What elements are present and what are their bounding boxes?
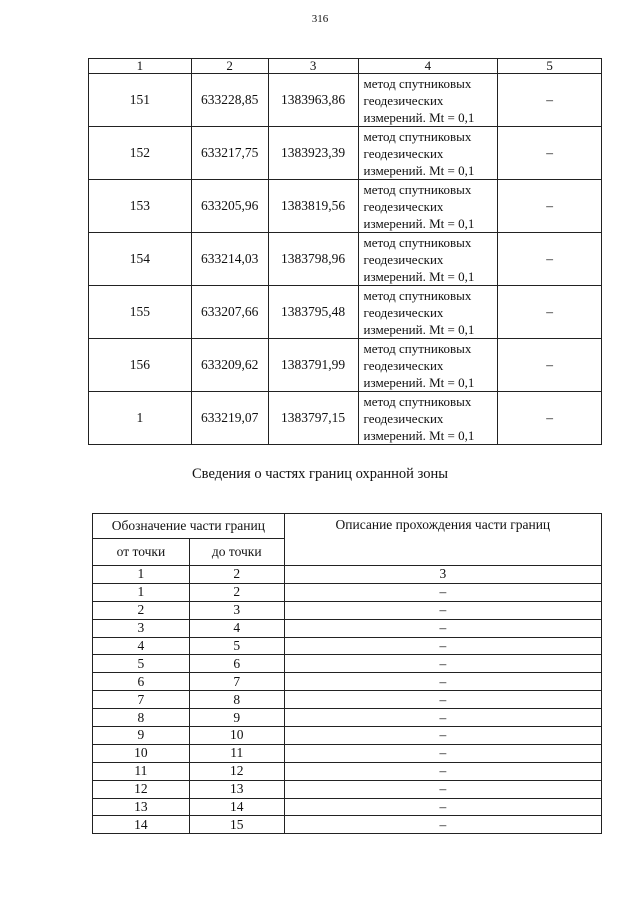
from-point-cell: 5 — [93, 655, 190, 673]
method-line: метод спутниковых — [363, 340, 472, 356]
y-coordinate-cell: 1383798,96 — [268, 233, 358, 286]
description-cell: – — [284, 673, 601, 691]
point-number-cell: 151 — [89, 74, 192, 127]
description-cell: – — [284, 816, 601, 834]
from-point-cell: 4 — [93, 637, 190, 655]
description-cell: – — [284, 655, 601, 673]
table-row — [93, 744, 602, 762]
table-row — [93, 780, 602, 798]
method-line: геодезических — [363, 304, 444, 320]
column-header-5: 5 — [498, 59, 602, 74]
x-coordinate-cell: 633219,07 — [191, 392, 268, 445]
point-number-cell: 155 — [89, 286, 192, 339]
table-row — [93, 691, 602, 709]
description-cell: – — [284, 691, 601, 709]
method-cell — [358, 180, 498, 233]
method-line: геодезических — [363, 92, 444, 108]
table-row — [89, 233, 602, 286]
from-point-cell: 1 — [93, 583, 190, 601]
to-point-cell: 13 — [189, 780, 284, 798]
method-line: метод спутниковых — [363, 75, 472, 91]
from-point-cell: 6 — [93, 673, 190, 691]
column-header-1: 1 — [89, 59, 192, 74]
number-cell-1: 1 — [93, 566, 190, 584]
description-cell: – — [284, 762, 601, 780]
method-line: измерений. Mt = 0,1 — [363, 215, 475, 231]
from-point-cell: 11 — [93, 762, 190, 780]
to-point-cell: 8 — [189, 691, 284, 709]
description-cell: – — [284, 637, 601, 655]
method-line: метод спутниковых — [363, 393, 472, 409]
x-coordinate-cell: 633205,96 — [191, 180, 268, 233]
note-cell: – — [498, 74, 602, 127]
to-point-cell: 10 — [189, 727, 284, 745]
boundary-parts-table — [92, 513, 602, 834]
designation-header: Обозначение части границ — [93, 514, 285, 539]
method-line: измерений. Mt = 0,1 — [363, 427, 475, 443]
from-point-cell: 12 — [93, 780, 190, 798]
table-row — [89, 286, 602, 339]
to-point-cell: 15 — [189, 816, 284, 834]
from-point-cell: 8 — [93, 709, 190, 727]
from-point-cell: 13 — [93, 798, 190, 816]
parts-number-row — [93, 566, 602, 584]
to-point-cell: 2 — [189, 583, 284, 601]
table-row — [93, 655, 602, 673]
description-cell: – — [284, 709, 601, 727]
method-cell — [358, 392, 498, 445]
coordinates-table — [88, 58, 602, 445]
to-point-cell: 12 — [189, 762, 284, 780]
to-point-cell: 4 — [189, 619, 284, 637]
method-cell — [358, 127, 498, 180]
from-point-header: от точки — [93, 539, 190, 566]
method-line: метод спутниковых — [363, 181, 472, 197]
to-point-cell: 9 — [189, 709, 284, 727]
method-line: геодезических — [363, 198, 444, 214]
to-point-cell: 7 — [189, 673, 284, 691]
table-row — [89, 392, 602, 445]
from-point-cell: 7 — [93, 691, 190, 709]
point-number-cell: 1 — [89, 392, 192, 445]
page-number: 316 — [311, 13, 329, 25]
point-number-cell: 156 — [89, 339, 192, 392]
table-row — [93, 816, 602, 834]
method-cell — [358, 74, 498, 127]
table-row — [93, 673, 602, 691]
method-line: геодезических — [363, 357, 444, 373]
to-point-cell: 5 — [189, 637, 284, 655]
to-point-cell: 6 — [189, 655, 284, 673]
description-cell: – — [284, 798, 601, 816]
description-cell: – — [284, 727, 601, 745]
parts-header-row — [93, 514, 602, 539]
description-cell: – — [284, 744, 601, 762]
table-row — [93, 619, 602, 637]
method-cell — [358, 339, 498, 392]
method-cell — [358, 233, 498, 286]
column-header-4: 4 — [358, 59, 498, 74]
description-header: Описание прохождения части границ — [284, 514, 601, 566]
table-row — [93, 798, 602, 816]
column-header-3: 3 — [268, 59, 358, 74]
from-point-cell: 3 — [93, 619, 190, 637]
x-coordinate-cell: 633228,85 — [191, 74, 268, 127]
note-cell: – — [498, 180, 602, 233]
table-row — [93, 601, 602, 619]
table-row — [93, 583, 602, 601]
number-cell-3: 3 — [284, 566, 601, 584]
table-row — [93, 709, 602, 727]
y-coordinate-cell: 1383963,86 — [268, 74, 358, 127]
point-number-cell: 152 — [89, 127, 192, 180]
number-cell-2: 2 — [189, 566, 284, 584]
description-cell: – — [284, 619, 601, 637]
table-row — [89, 127, 602, 180]
table-row — [93, 637, 602, 655]
note-cell: – — [498, 286, 602, 339]
method-line: измерений. Mt = 0,1 — [363, 374, 475, 390]
point-number-cell: 153 — [89, 180, 192, 233]
description-cell: – — [284, 583, 601, 601]
method-line: измерений. Mt = 0,1 — [363, 162, 475, 178]
method-line: измерений. Mt = 0,1 — [363, 268, 475, 284]
from-point-cell: 14 — [93, 816, 190, 834]
from-point-cell: 2 — [93, 601, 190, 619]
method-line: метод спутниковых — [363, 234, 472, 250]
table-row — [89, 180, 602, 233]
x-coordinate-cell: 633217,75 — [191, 127, 268, 180]
table-row — [89, 74, 602, 127]
description-cell: – — [284, 601, 601, 619]
x-coordinate-cell: 633207,66 — [191, 286, 268, 339]
note-cell: – — [498, 127, 602, 180]
point-number-cell: 154 — [89, 233, 192, 286]
to-point-cell: 11 — [189, 744, 284, 762]
table-row — [93, 727, 602, 745]
method-line: измерений. Mt = 0,1 — [363, 321, 475, 337]
y-coordinate-cell: 1383791,99 — [268, 339, 358, 392]
y-coordinate-cell: 1383795,48 — [268, 286, 358, 339]
section-title: Сведения о частях границ охранной зоны — [192, 466, 448, 482]
description-cell: – — [284, 780, 601, 798]
table-row — [93, 762, 602, 780]
y-coordinate-cell: 1383923,39 — [268, 127, 358, 180]
method-cell — [358, 286, 498, 339]
x-coordinate-cell: 633214,03 — [191, 233, 268, 286]
from-point-cell: 10 — [93, 744, 190, 762]
note-cell: – — [498, 392, 602, 445]
table-row — [89, 339, 602, 392]
y-coordinate-cell: 1383819,56 — [268, 180, 358, 233]
note-cell: – — [498, 339, 602, 392]
column-header-2: 2 — [191, 59, 268, 74]
method-line: метод спутниковых — [363, 128, 472, 144]
method-line: измерений. Mt = 0,1 — [363, 109, 475, 125]
from-point-cell: 9 — [93, 727, 190, 745]
to-point-header: до точки — [189, 539, 284, 566]
y-coordinate-cell: 1383797,15 — [268, 392, 358, 445]
note-cell: – — [498, 233, 602, 286]
to-point-cell: 14 — [189, 798, 284, 816]
to-point-cell: 3 — [189, 601, 284, 619]
coordinates-header-row — [89, 59, 602, 74]
method-line: геодезических — [363, 410, 444, 426]
method-line: геодезических — [363, 251, 444, 267]
x-coordinate-cell: 633209,62 — [191, 339, 268, 392]
method-line: метод спутниковых — [363, 287, 472, 303]
method-line: геодезических — [363, 145, 444, 161]
